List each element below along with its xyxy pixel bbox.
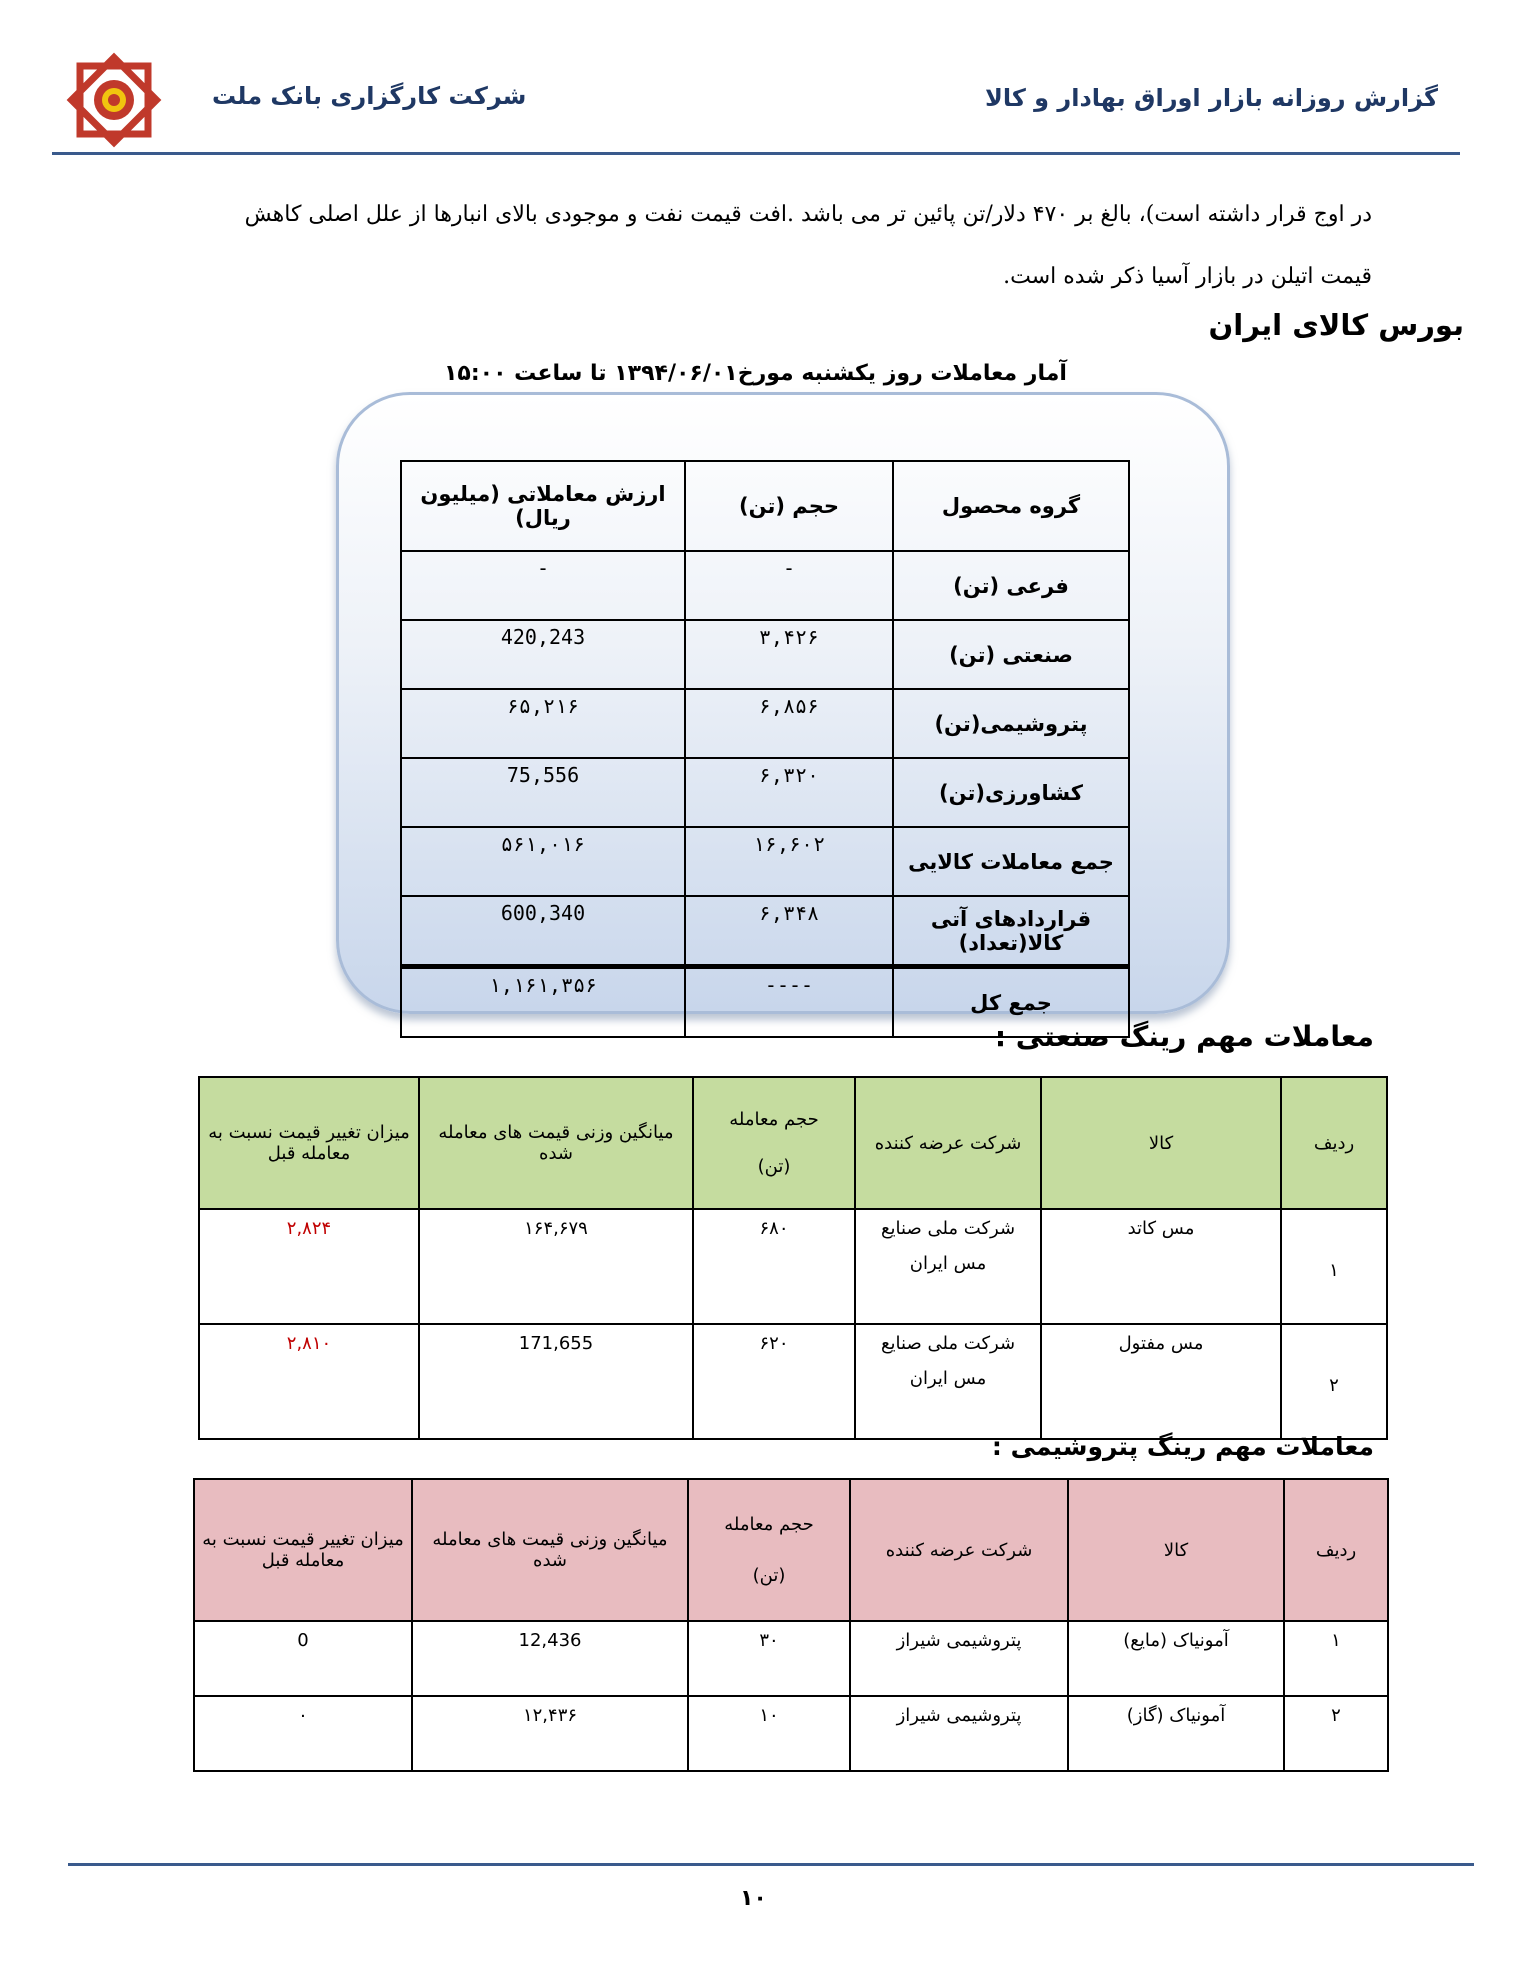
cell-volume: ۳,۴۲۶: [685, 620, 893, 689]
col-header-volume-unit: (تن): [757, 1156, 791, 1177]
col-header-volume-label: حجم معامله: [724, 1514, 814, 1535]
cell-value: 600,340: [401, 896, 685, 967]
cell-group: جمع معاملات کالایی: [893, 827, 1129, 896]
table-header-row: [199, 1077, 1387, 1209]
cell-volume: ----: [685, 967, 893, 1038]
col-header-price-change: میزان تغییر قیمت نسبت به معامله قبل: [199, 1077, 419, 1209]
page-number: ۱۰: [740, 1886, 767, 1911]
cell-commodity: آمونیاک (مایع): [1068, 1621, 1284, 1696]
cell-avg-price: 171,655: [419, 1324, 693, 1439]
cell-avg-price: ۱۲,۴۳۶: [412, 1696, 688, 1771]
section-heading-ime: بورس کالای ایران: [1208, 308, 1464, 342]
cell-group: صنعتی (تن): [893, 620, 1129, 689]
table-header-row: [401, 461, 1129, 551]
cell-volume: ۱۶,۶۰۲: [685, 827, 893, 896]
cell-volume: ۱۰: [688, 1696, 850, 1771]
cell-row: ۲: [1281, 1324, 1387, 1439]
table-row: [401, 551, 1129, 620]
cell-row: ۱: [1284, 1621, 1388, 1696]
company-name: شرکت کارگزاری بانک ملت: [212, 82, 527, 110]
cell-value: -: [401, 551, 685, 620]
cell-group: پتروشیمی(تن): [893, 689, 1129, 758]
col-header-row: ردیف: [1284, 1479, 1388, 1621]
cell-supplier-line-1: شرکت ملی صنایع: [880, 1218, 1016, 1239]
col-header-avg-price: میانگین وزنی قیمت های معامله شده: [412, 1479, 688, 1621]
section-heading-petrochemical-ring: معاملات مهم رینگ پتروشیمی :: [991, 1432, 1374, 1461]
cell-value: ۶۵,۲۱۶: [401, 689, 685, 758]
cell-commodity: مس کاتد: [1041, 1209, 1281, 1324]
cell-volume: ۶۸۰: [693, 1209, 855, 1324]
bank-mellat-logo: [62, 48, 166, 152]
cell-volume: -: [685, 551, 893, 620]
cell-supplier: [855, 1324, 1041, 1439]
cell-value: 420,243: [401, 620, 685, 689]
table-row: [199, 1209, 1387, 1324]
petrochemical-ring-table: [193, 1478, 1389, 1772]
cell-price-change: ۰: [194, 1696, 412, 1771]
cell-commodity: آمونیاک (گاز): [1068, 1696, 1284, 1771]
col-header-volume-label: حجم معامله: [729, 1109, 819, 1130]
table-row: [401, 758, 1129, 827]
cell-group: کشاورزی(تن): [893, 758, 1129, 827]
col-header-volume-unit: (تن): [752, 1565, 786, 1586]
cell-group: جمع کل: [893, 967, 1129, 1038]
cell-price-change: ۲,۸۱۰: [199, 1324, 419, 1439]
col-header-group: گروه محصول: [893, 461, 1129, 551]
col-header-volume: [693, 1077, 855, 1209]
col-header-commodity: کالا: [1068, 1479, 1284, 1621]
cell-volume: ۶,۸۵۶: [685, 689, 893, 758]
report-title: گزارش روزانه بازار اوراق بهادار و کالا: [984, 84, 1438, 112]
cell-group: قراردادهای آتی کالا(تعداد): [893, 896, 1129, 967]
col-header-value: ارزش معاملاتی (میلیون ریال): [401, 461, 685, 551]
cell-volume: ۶,۳۴۸: [685, 896, 893, 967]
intro-line-1: در اوج قرار داشته است)، بالغ بر ۴۷۰ دلار/تن پائین تر می باشد .افت قیمت نفت و موجودی بالای انبارها از علل اصلی کاهش: [244, 202, 1372, 227]
section-heading-industrial-ring: معاملات مهم رینگ صنعتی :: [994, 1020, 1374, 1053]
col-header-supplier: شرکت عرضه کننده: [850, 1479, 1068, 1621]
cell-supplier-line-1: شرکت ملی صنایع: [880, 1333, 1016, 1354]
cell-supplier: [855, 1209, 1041, 1324]
cell-supplier: پتروشیمی شیراز: [850, 1621, 1068, 1696]
table-row: [194, 1696, 1388, 1771]
ime-stats-table: [400, 460, 1130, 1038]
cell-value: ۱,۱۶۱,۳۵۶: [401, 967, 685, 1038]
cell-price-change: ۲,۸۲۴: [199, 1209, 419, 1324]
cell-volume: ۶,۳۲۰: [685, 758, 893, 827]
table-row: [199, 1324, 1387, 1439]
cell-volume: ۶۲۰: [693, 1324, 855, 1439]
stats-caption: آمار معاملات روز یکشنبه مورخ۱۳۹۴/۰۶/۰۱ تا ساعت ۱۵:۰۰: [444, 361, 1067, 386]
col-header-row: ردیف: [1281, 1077, 1387, 1209]
cell-avg-price: ۱۶۴,۶۷۹: [419, 1209, 693, 1324]
table-row: [401, 827, 1129, 896]
footer-divider: [68, 1863, 1474, 1866]
table-row: [401, 689, 1129, 758]
col-header-commodity: کالا: [1041, 1077, 1281, 1209]
cell-row: ۲: [1284, 1696, 1388, 1771]
table-row: [401, 896, 1129, 967]
cell-commodity: مس مفتول: [1041, 1324, 1281, 1439]
cell-price-change: 0: [194, 1621, 412, 1696]
cell-volume: ۳۰: [688, 1621, 850, 1696]
cell-avg-price: 12,436: [412, 1621, 688, 1696]
intro-line-2: قیمت اتیلن در بازار آسیا ذکر شده است.: [1003, 264, 1372, 289]
table-row: [194, 1621, 1388, 1696]
cell-supplier-line-2: مس ایران: [909, 1253, 987, 1274]
cell-group: فرعی (تن): [893, 551, 1129, 620]
cell-value: 75,556: [401, 758, 685, 827]
cell-row: ۱: [1281, 1209, 1387, 1324]
table-row: [401, 620, 1129, 689]
intro-paragraph: [152, 184, 1372, 308]
cell-supplier: پتروشیمی شیراز: [850, 1696, 1068, 1771]
col-header-supplier: شرکت عرضه کننده: [855, 1077, 1041, 1209]
table-header-row: [194, 1479, 1388, 1621]
cell-supplier-line-2: مس ایران: [909, 1368, 987, 1389]
col-header-avg-price: میانگین وزنی قیمت های معامله شده: [419, 1077, 693, 1209]
header-divider: [52, 152, 1460, 155]
cell-value: ۵۶۱,۰۱۶: [401, 827, 685, 896]
col-header-volume: [688, 1479, 850, 1621]
col-header-price-change: میزان تغییر قیمت نسبت به معامله قبل: [194, 1479, 412, 1621]
col-header-volume: حجم (تن): [685, 461, 893, 551]
industrial-ring-table: [198, 1076, 1388, 1440]
